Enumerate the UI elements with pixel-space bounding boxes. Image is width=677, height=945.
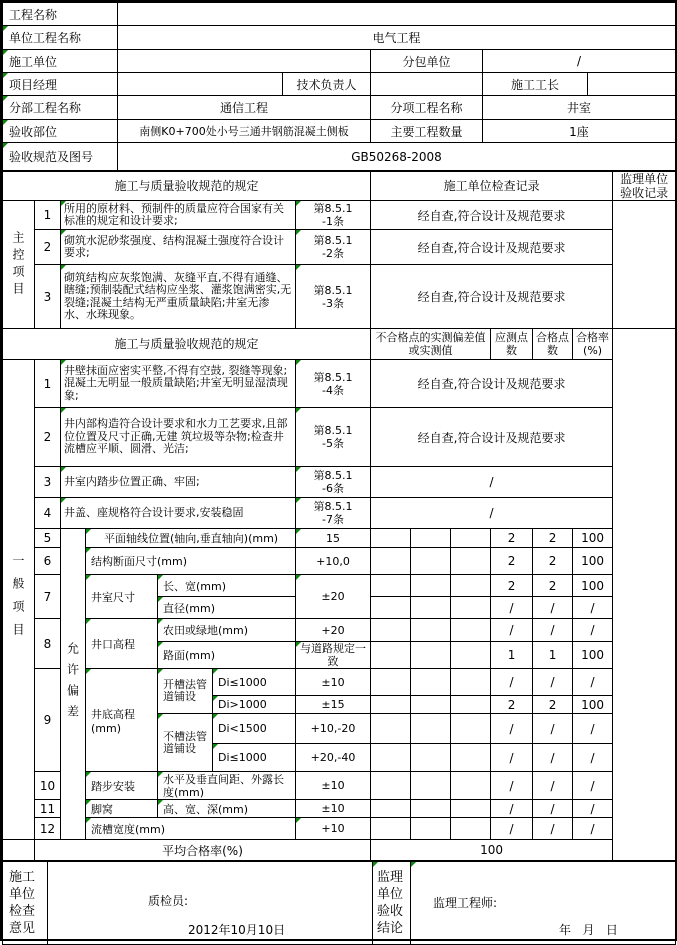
deviation-entry-cell[interactable] — [411, 772, 451, 800]
check-record-value[interactable]: 经自查,符合设计及规范要求 — [371, 408, 613, 467]
pass-points-value[interactable]: 2 — [533, 575, 573, 597]
row-number: 8 — [35, 619, 61, 669]
pass-rate-value[interactable]: 100 — [573, 696, 613, 714]
construction-unit-value[interactable] — [118, 50, 371, 73]
pass-points-header: 合格点数 — [533, 329, 573, 360]
pass-points-value[interactable]: / — [533, 597, 573, 619]
pass-rate-value[interactable]: / — [573, 597, 613, 619]
pass-points-value[interactable]: 2 — [533, 529, 573, 548]
tolerance-value: 15 — [296, 529, 371, 548]
deviation-entry-cell[interactable] — [411, 548, 451, 575]
construction-unit-label: 施工单位 — [3, 50, 118, 73]
subcontract-unit-value[interactable]: / — [483, 50, 676, 73]
subitem-project-label: 分项工程名称 — [371, 96, 483, 120]
tolerance-value: +10,-20 — [296, 714, 371, 744]
spec-text: 井盖、座规格符合设计要求,安装稳固 — [61, 498, 296, 529]
norm-line1: 第8.5.1 — [313, 283, 353, 297]
pass-points-value[interactable]: / — [533, 818, 573, 840]
deviation-entry-cell[interactable] — [411, 575, 451, 597]
norm-line2: -5条 — [322, 437, 344, 450]
tolerance-value: ±10 — [296, 669, 371, 696]
row-number: 10 — [35, 772, 61, 800]
deviation-entry-cell[interactable] — [371, 642, 411, 669]
tolerance-value: ±10 — [296, 800, 371, 818]
norm-line1: 第8.5.1 — [313, 370, 353, 384]
deviation-entry-cell[interactable] — [371, 818, 411, 840]
method-label: 不槽法管道铺设 — [158, 714, 213, 772]
norm-line2: -1条 — [322, 215, 344, 228]
points-value[interactable]: 2 — [491, 529, 533, 548]
norm-line1: 第8.5.1 — [313, 234, 353, 247]
measure-item: 平面轴线位置(轴向,垂直轴向)(mm) — [86, 529, 296, 548]
measure-item: Di≤1000 — [213, 669, 296, 696]
row-number: 3 — [35, 467, 61, 498]
points-value[interactable]: / — [491, 714, 533, 744]
pass-rate-value[interactable]: 100 — [573, 548, 613, 575]
row-number: 2 — [35, 230, 61, 265]
standard-code-label: 验收规范及图号 — [3, 143, 118, 171]
norm-reference — [296, 201, 371, 230]
pass-rate-value[interactable]: / — [573, 714, 613, 744]
check-record-value[interactable]: / — [371, 467, 613, 498]
pass-points-value[interactable]: / — [533, 744, 573, 772]
technical-director-label: 技术负责人 — [283, 73, 371, 96]
pass-rate-header: 合格率(%) — [573, 329, 613, 360]
norm-line2: -3条 — [322, 296, 344, 310]
inspection-date[interactable]: 2012年10月10日 — [188, 923, 286, 937]
points-value[interactable]: 2 — [491, 575, 533, 597]
measure-group: 井口高程 — [86, 619, 158, 669]
row-number: 3 — [35, 265, 61, 329]
check-record-value[interactable]: 经自查,符合设计及规范要求 — [371, 265, 613, 329]
deviation-entry-cell[interactable] — [371, 529, 411, 548]
deviation-entry-cell[interactable] — [411, 744, 451, 772]
signature-table — [2, 861, 676, 945]
deviation-entry-cell[interactable] — [411, 642, 451, 669]
norm-line1: 第8.5.1 — [313, 469, 353, 482]
measure-item: 农田或绿地(mm) — [158, 619, 296, 642]
main-quantity-label: 主要工程数量 — [371, 120, 483, 143]
deviation-entry-cell[interactable] — [411, 818, 451, 840]
deviation-entry-cell[interactable] — [411, 529, 451, 548]
pass-points-value[interactable]: 2 — [533, 696, 573, 714]
points-value[interactable]: / — [491, 597, 533, 619]
check-record-value[interactable]: / — [371, 498, 613, 529]
average-pass-rate-value[interactable]: 100 — [371, 840, 613, 861]
spec-text: 井室内踏步位置正确、牢固; — [61, 467, 296, 498]
deviation-entry-cell[interactable] — [371, 744, 411, 772]
measure-item: 流槽宽度(mm) — [86, 818, 296, 840]
points-header: 应测点数 — [491, 329, 533, 360]
deviation-entry-cell[interactable] — [451, 642, 491, 669]
pass-rate-value[interactable]: / — [573, 772, 613, 800]
unit-project-name-label: 单位工程名称 — [3, 26, 118, 50]
pass-points-value[interactable]: / — [533, 714, 573, 744]
deviation-entry-cell[interactable] — [371, 575, 411, 597]
deviation-entry-cell[interactable] — [451, 818, 491, 840]
measure-item: 路面(mm) — [158, 642, 296, 669]
norm-line1: 第8.5.1 — [313, 202, 353, 215]
deviation-entry-cell[interactable] — [451, 744, 491, 772]
measure-item: Di>1000 — [213, 696, 296, 714]
measure-item: 结构断面尺寸(mm) — [86, 548, 296, 575]
inspection-table — [2, 171, 676, 861]
acceptance-part-label: 验收部位 — [3, 120, 118, 143]
tolerance-value: +20,-40 — [296, 744, 371, 772]
record-header: 施工单位检查记录 — [371, 172, 613, 201]
deviation-entry-cell[interactable] — [411, 696, 451, 714]
project-info-table — [2, 2, 676, 171]
pass-points-value[interactable]: / — [533, 772, 573, 800]
project-name-label: 工程名称 — [3, 3, 118, 26]
row-number: 7 — [35, 575, 61, 619]
supervisor-date-blank[interactable]: 年 月 日 — [559, 923, 618, 937]
spec-header-2: 施工与质量验收规范的规定 — [3, 329, 371, 360]
project-name-value[interactable] — [118, 3, 676, 26]
pass-points-value[interactable]: 1 — [533, 642, 573, 669]
norm-line1: 第8.5.1 — [313, 424, 353, 437]
measure-item: 直径(mm) — [158, 597, 296, 619]
pass-rate-value[interactable]: 100 — [573, 575, 613, 597]
norm-reference — [296, 230, 371, 265]
points-value[interactable]: 1 — [491, 642, 533, 669]
deviation-entry-cell[interactable] — [451, 529, 491, 548]
division-project-value[interactable]: 通信工程 — [118, 96, 371, 120]
subcontract-unit-label: 分包单位 — [371, 50, 483, 73]
row-number: 5 — [35, 529, 61, 548]
pass-rate-value[interactable]: / — [573, 669, 613, 696]
deviation-entry-cell[interactable] — [371, 714, 411, 744]
tolerance-value: +10,0 — [296, 548, 371, 575]
unit-project-name-value[interactable]: 电气工程 — [118, 26, 676, 50]
norm-line2: -4条 — [322, 383, 344, 397]
norm-reference — [296, 408, 371, 467]
row-number: 6 — [35, 548, 61, 575]
measure-item: 水平及垂直间距、外露长度(mm) — [158, 772, 296, 800]
spec-text: 砌筑水泥砂浆强度、结构混凝土强度符合设计要求; — [61, 230, 296, 265]
points-value[interactable]: / — [491, 744, 533, 772]
points-value[interactable]: / — [491, 772, 533, 800]
deviation-entry-cell[interactable] — [411, 800, 451, 818]
norm-reference — [296, 265, 371, 329]
deviation-entry-cell[interactable] — [371, 597, 411, 619]
norm-reference — [296, 467, 371, 498]
subitem-project-value[interactable]: 井室 — [483, 96, 676, 120]
measure-item: 高、宽、深(mm) — [158, 800, 296, 818]
norm-line1: 第8.5.1 — [313, 500, 353, 513]
deviation-entry-cell[interactable] — [451, 548, 491, 575]
check-record-value[interactable]: 经自查,符合设计及规范要求 — [371, 360, 613, 408]
points-value[interactable]: 2 — [491, 548, 533, 575]
row-number: 12 — [35, 818, 61, 840]
row-number: 1 — [35, 360, 61, 408]
deviation-entry-cell[interactable] — [371, 548, 411, 575]
deviation-entry-cell[interactable] — [371, 696, 411, 714]
pass-rate-value[interactable]: 100 — [573, 642, 613, 669]
tolerance-value: +10 — [296, 818, 371, 840]
check-record-value[interactable]: 经自查,符合设计及规范要求 — [371, 230, 613, 265]
norm-line2: -6条 — [322, 482, 344, 495]
tolerance-value: ±15 — [296, 696, 371, 714]
spec-text: 井壁抹面应密实平整,不得有空鼓, 裂缝等现象;混凝土无明显一般质量缺陷;井室无明显湿渍现象; — [61, 360, 296, 408]
pass-rate-value[interactable]: / — [573, 619, 613, 642]
measure-item: Di≤1000 — [213, 744, 296, 772]
tolerance-value: ±10 — [296, 772, 371, 800]
pass-rate-value[interactable]: / — [573, 800, 613, 818]
supervisor-record-cell[interactable] — [613, 201, 676, 329]
measure-item: 长、宽(mm) — [158, 575, 296, 597]
project-manager-value[interactable] — [118, 73, 283, 96]
row-number: 2 — [35, 408, 61, 467]
pass-rate-value[interactable]: 100 — [573, 529, 613, 548]
construction-opinion-label: 施工单位检查意见 — [3, 862, 48, 945]
spec-text: 所用的原材料、预制件的质量应符合国家有关标准的规定和设计要求; — [61, 201, 296, 230]
deviation-entry-cell[interactable] — [411, 597, 451, 619]
spec-header: 施工与质量验收规范的规定 — [3, 172, 371, 201]
points-value[interactable]: / — [491, 669, 533, 696]
measure-item: Di<1500 — [213, 714, 296, 744]
deviation-entry-cell[interactable] — [451, 714, 491, 744]
pass-points-value[interactable]: / — [533, 619, 573, 642]
measure-group: 脚窝 — [86, 800, 158, 818]
method-label: 开槽法管道铺设 — [158, 669, 213, 714]
norm-line2: -7条 — [322, 513, 344, 526]
check-record-value[interactable]: 经自查,符合设计及规范要求 — [371, 201, 613, 230]
tolerance-section-label: 允许偏差 — [61, 529, 86, 840]
construction-opinion-cell[interactable] — [48, 862, 373, 945]
norm-reference — [296, 498, 371, 529]
row-number: 1 — [35, 201, 61, 230]
technical-director-value[interactable] — [371, 73, 483, 96]
deviation-entry-cell[interactable] — [371, 619, 411, 642]
deviation-entry-cell[interactable] — [411, 619, 451, 642]
supervisor-conclusion-cell[interactable] — [411, 862, 676, 945]
deviation-entry-cell[interactable] — [451, 669, 491, 696]
deviation-entry-cell[interactable] — [451, 619, 491, 642]
row-number: 9 — [35, 669, 61, 772]
deviation-entry-cell[interactable] — [371, 800, 411, 818]
points-value[interactable]: 2 — [491, 696, 533, 714]
deviation-entry-cell[interactable] — [451, 772, 491, 800]
points-value[interactable]: / — [491, 619, 533, 642]
main-quantity-value[interactable]: 1座 — [483, 120, 676, 143]
inspector-label: 质检员: — [148, 894, 189, 908]
project-manager-label: 项目经理 — [3, 73, 118, 96]
supervisor-header: 监理单位验收记录 — [613, 172, 676, 201]
points-value[interactable]: / — [491, 800, 533, 818]
tolerance-value: 与道路规定一致 — [296, 642, 371, 669]
deviation-entry-cell[interactable] — [451, 696, 491, 714]
deviation-entry-cell[interactable] — [451, 597, 491, 619]
tolerance-value: ±20 — [296, 575, 371, 619]
norm-line2: -2条 — [322, 247, 344, 260]
deviation-entry-cell[interactable] — [371, 772, 411, 800]
supervisor-record-cell[interactable] — [613, 329, 676, 861]
pass-points-value[interactable]: 2 — [533, 548, 573, 575]
pass-points-value[interactable]: / — [533, 669, 573, 696]
row-number: 4 — [35, 498, 61, 529]
row-number: 11 — [35, 800, 61, 818]
division-project-label: 分部工程名称 — [3, 96, 118, 120]
norm-reference — [296, 360, 371, 408]
pass-rate-value[interactable]: / — [573, 818, 613, 840]
supervisor-conclusion-label: 监理单位验收结论 — [373, 862, 411, 945]
deviation-entry-cell[interactable] — [451, 575, 491, 597]
tolerance-value: +20 — [296, 619, 371, 642]
standard-code-value[interactable]: GB50268-2008 — [118, 143, 676, 171]
spec-text: 砌筑结构应灰浆饱满、灰缝平直,不得有通缝、瞎缝;预制装配式结构应坐浆、灌浆饱满密实,无裂缝;混凝土结构无严重质量缺陷;井室无渗 水、水珠现象。 — [61, 265, 296, 329]
supervisor-engineer-label: 监理工程师: — [433, 896, 498, 910]
deviation-entry-cell[interactable] — [451, 800, 491, 818]
measure-group: 井底高程(mm) — [86, 669, 158, 772]
deviation-header: 不合格点的实测偏差值或实测值 — [371, 329, 491, 360]
acceptance-part-value[interactable]: 南侧K0+700处小号三通井钢筋混凝土侧板 — [118, 120, 371, 143]
measure-group: 井室尺寸 — [86, 575, 158, 619]
spacer-cell — [3, 840, 35, 861]
average-pass-rate-label: 平均合格率(%) — [35, 840, 371, 861]
deviation-entry-cell[interactable] — [411, 669, 451, 696]
deviation-entry-cell[interactable] — [411, 714, 451, 744]
points-value[interactable]: / — [491, 818, 533, 840]
general-section-label: 一般项目 — [3, 360, 35, 840]
measure-group: 踏步安装 — [86, 772, 158, 800]
deviation-entry-cell[interactable] — [371, 669, 411, 696]
spec-text: 井内部构造符合设计要求和水力工艺要求,且部位位置及尺寸正确,无建 筑垃圾等杂物;检查井流槽应平顺、圆滑、光洁; — [61, 408, 296, 467]
pass-points-value[interactable]: / — [533, 800, 573, 818]
foreman-value[interactable] — [588, 73, 676, 96]
main-control-section-label: 主控项目 — [3, 201, 35, 329]
foreman-label: 施工工长 — [483, 73, 588, 96]
pass-rate-value[interactable]: / — [573, 744, 613, 772]
